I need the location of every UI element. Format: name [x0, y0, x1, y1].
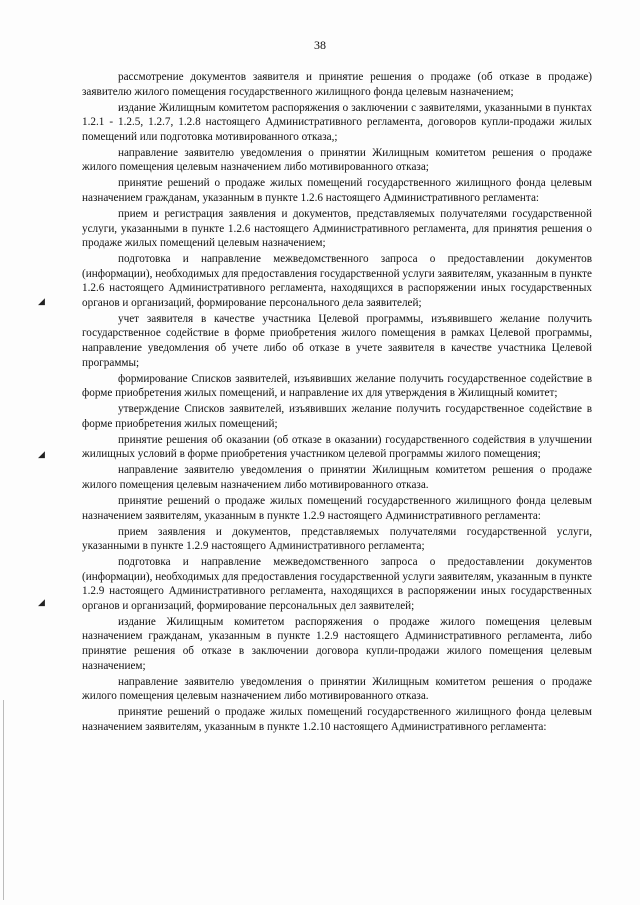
paragraph: принятие решений о продаже жилых помещений государственного жилищного фонда целевым назначением гражданам, указанным в пункте 1.2.6 настоящего Административного регламента:	[82, 177, 592, 204]
paragraph: подготовка и направление межведомственного запроса о предоставлении документов (информации), необходимых для предоставления государственной услуги заявителям, указанным в пункте 1.2.9 настоящего Административного регламента, находящихся в распоряжении иных государственных органов и организаций, формирование персональных дел заявителей;	[82, 556, 592, 612]
paragraph: направление заявителю уведомления о принятии Жилищным комитетом решения о продаже жилого помещения целевым назначением либо мотивированного отказа;	[82, 146, 592, 174]
paragraph: направление заявителю уведомления о принятии Жилищным комитетом решения о продаже жилого помещения целевым назначением либо мотивированного отказа.	[82, 675, 592, 703]
paragraph: подготовка и направление межведомственного запроса о предоставлении документов (информации), необходимых для предоставления государственной услуги заявителям, указанным в пункте 1.2.6 настоящего Административного регламента, находящихся в распоряжении иных государственных органов и организаций, формирование персонального дела заявителей;	[82, 253, 592, 309]
paragraph: рассмотрение документов заявителя и принятие решения о продаже (об отказе в продаже) заявителю жилого помещения государственного жилищного фонда целевым назначением;	[82, 71, 592, 98]
paragraph: принятие решения об оказании (об отказе в оказании) государственного содействия в улучшении жилищных условий в форме приобретения участником целевой программы жилого помещения;	[82, 433, 592, 461]
paragraph: принятие решений о продаже жилых помещений государственного жилищного фонда целевым назначением заявителям, указанным в пункте 1.2.10 настоящего Административного регламента:	[82, 706, 592, 733]
scan-edge-line	[3, 700, 4, 900]
paragraph: формирование Списков заявителей, изъявивших желание получить государственное содействие в форме приобретения жилых помещений, и направление их для утверждения в Жилищный комитет;	[82, 372, 592, 400]
paragraph: прием заявления и документов, представляемых получателями государственной услуги, указанными в пункте 1.2.9 настоящего Административного регламента;	[82, 525, 592, 553]
scan-mark: ◢	[38, 296, 45, 306]
scan-mark: ◢	[38, 597, 45, 607]
paragraph: принятие решений о продаже жилых помещений государственного жилищного фонда целевым назначением заявителям, указанным в пункте 1.2.9 настоящего Административного регламента:	[82, 494, 592, 522]
paragraph: издание Жилищным комитетом распоряжения о заключении с заявителями, указанными в пунктах 1.2.1 - 1.2.5, 1.2.7, 1.2.8 настоящего Административного регламента, договоров купли-продажи жилых помещений или подготовка мотивированного отказа,;	[82, 101, 592, 143]
paragraph: утверждение Списков заявителей, изъявивших желание получить государственное содействие в форме приобретения жилых помещений;	[82, 403, 592, 430]
paragraph: учет заявителя в качестве участника Целевой программы, изъявившего желание получить государственное содействие в форме приобретения жилого помещения в рамках Целевой программы, направление уведомления об учете либо об отказе в учете заявителя в качестве участника Целевой программы;	[82, 312, 592, 369]
paragraph: прием и регистрация заявления и документов, представляемых получателями государственной услуги, указанными в пункте 1.2.6 настоящего Административного регламента, для принятия решения о продаже жилых помещений целевым назначением;	[82, 207, 592, 250]
paragraph: направление заявителю уведомления о принятии Жилищным комитетом решения о продаже жилого помещения целевым назначением либо мотивированного отказа.	[82, 464, 592, 491]
scan-mark: ◢	[38, 449, 45, 459]
paragraph: издание Жилищным комитетом распоряжения о продаже жилого помещения целевым назначением гражданам, указанным в пункте 1.2.9 настоящего Административного регламента, либо принятие решения об отказе в заключении договора купли-продажи жилого помещения целевым назначением;	[82, 615, 592, 672]
document-body	[82, 70, 592, 736]
page-number: 38	[314, 38, 326, 52]
